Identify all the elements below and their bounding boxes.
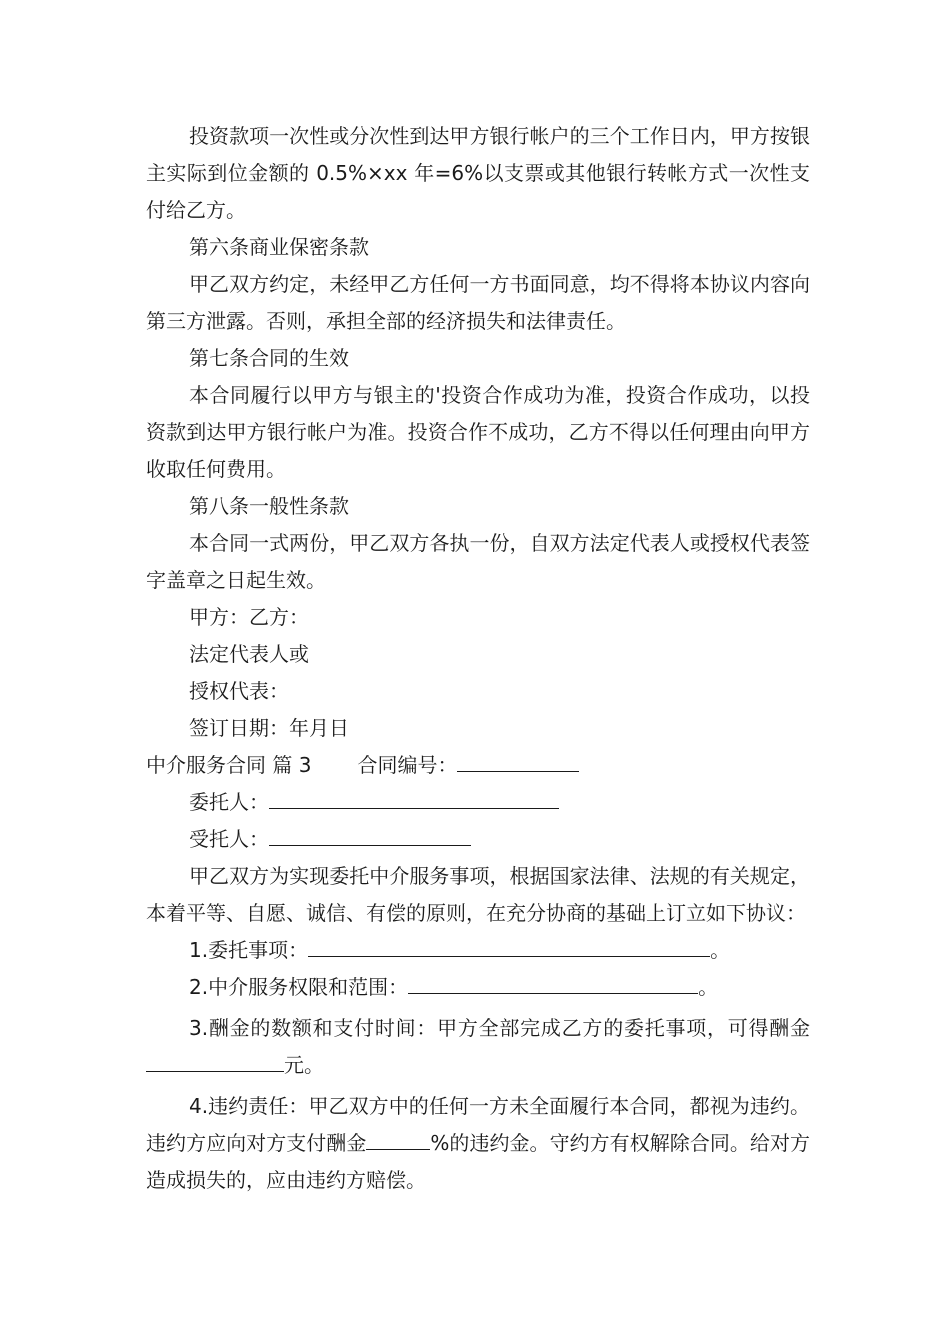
contract-intro: 甲乙双方为实现委托中介服务事项，根据国家法律、法规的有关规定，本着平等、自愿、诚信、有偿的原则，在充分协商的基础上订立如下协议： bbox=[146, 864, 810, 925]
item-1-period: 。 bbox=[710, 938, 731, 962]
item-4-text: 4.违约责任：甲乙双方中的任何一方未全面履行本合同，都视为违约。违约方应向对方支付酬金 bbox=[146, 1094, 810, 1155]
contract-number-label: 合同编号： bbox=[357, 753, 458, 777]
item-3-text: 3.酬金的数额和支付时间：甲方全部完成乙方的委托事项，可得酬金 bbox=[189, 1016, 810, 1040]
article-8-heading: 第八条一般性条款 bbox=[189, 494, 349, 518]
agent-label: 受托人： bbox=[189, 827, 269, 851]
item-2-blank bbox=[408, 973, 698, 994]
legal-representative-line: 法定代表人或 bbox=[189, 642, 309, 666]
item-2-period: 。 bbox=[698, 975, 719, 999]
agent-line bbox=[146, 821, 810, 858]
section-3-heading bbox=[146, 747, 810, 784]
item-2-line bbox=[146, 969, 810, 1006]
item-1-line bbox=[146, 932, 810, 969]
item-3-paragraph bbox=[146, 1010, 810, 1084]
party-signature-line: 甲方：乙方： bbox=[189, 605, 309, 629]
principal-label: 委托人： bbox=[189, 790, 269, 814]
principal-blank bbox=[269, 788, 559, 809]
item-4-rest: %的违约金。守约方有权解除合同。给对方造成损失的，应由违约方赔偿。 bbox=[146, 1131, 810, 1192]
item-4-paragraph bbox=[146, 1088, 810, 1199]
principal-line bbox=[146, 784, 810, 821]
paragraph-payment: 投资款项一次性或分次性到达甲方银行帐户的三个工作日内，甲方按银主实际到位金额的 0.5%×xx 年=6%以支票或其他银行转帐方式一次性支付给乙方。 bbox=[146, 124, 810, 222]
item-4-blank bbox=[366, 1129, 430, 1150]
article-6-body: 甲乙双方约定，未经甲乙方任何一方书面同意，均不得将本协议内容向第三方泄露。否则，承担全部的经济损失和法律责任。 bbox=[146, 272, 810, 333]
article-8-body: 本合同一式两份，甲乙双方各执一份，自双方法定代表人或授权代表签字盖章之日起生效。 bbox=[146, 531, 810, 592]
item-2-label: 2.中介服务权限和范围： bbox=[189, 975, 409, 999]
article-7-body: 本合同履行以甲方与银主的'投资合作成功为准，投资合作成功，以投资款到达甲方银行帐户为准。投资合作不成功，乙方不得以任何理由向甲方收取任何费用。 bbox=[146, 383, 810, 481]
section-3-title: 中介服务合同 篇 3 bbox=[146, 753, 312, 777]
agent-blank bbox=[269, 825, 471, 846]
authorized-representative-line: 授权代表： bbox=[189, 679, 289, 703]
article-7-heading: 第七条合同的生效 bbox=[189, 346, 349, 370]
document-body bbox=[146, 118, 810, 1199]
contract-number-blank bbox=[457, 751, 579, 772]
item-1-label: 1.委托事项： bbox=[189, 938, 309, 962]
item-3-blank bbox=[146, 1051, 284, 1072]
article-6-heading: 第六条商业保密条款 bbox=[189, 235, 369, 259]
item-3-unit: 元。 bbox=[284, 1053, 324, 1077]
item-1-blank bbox=[308, 936, 710, 957]
signing-date-line: 签订日期：年月日 bbox=[189, 716, 349, 740]
